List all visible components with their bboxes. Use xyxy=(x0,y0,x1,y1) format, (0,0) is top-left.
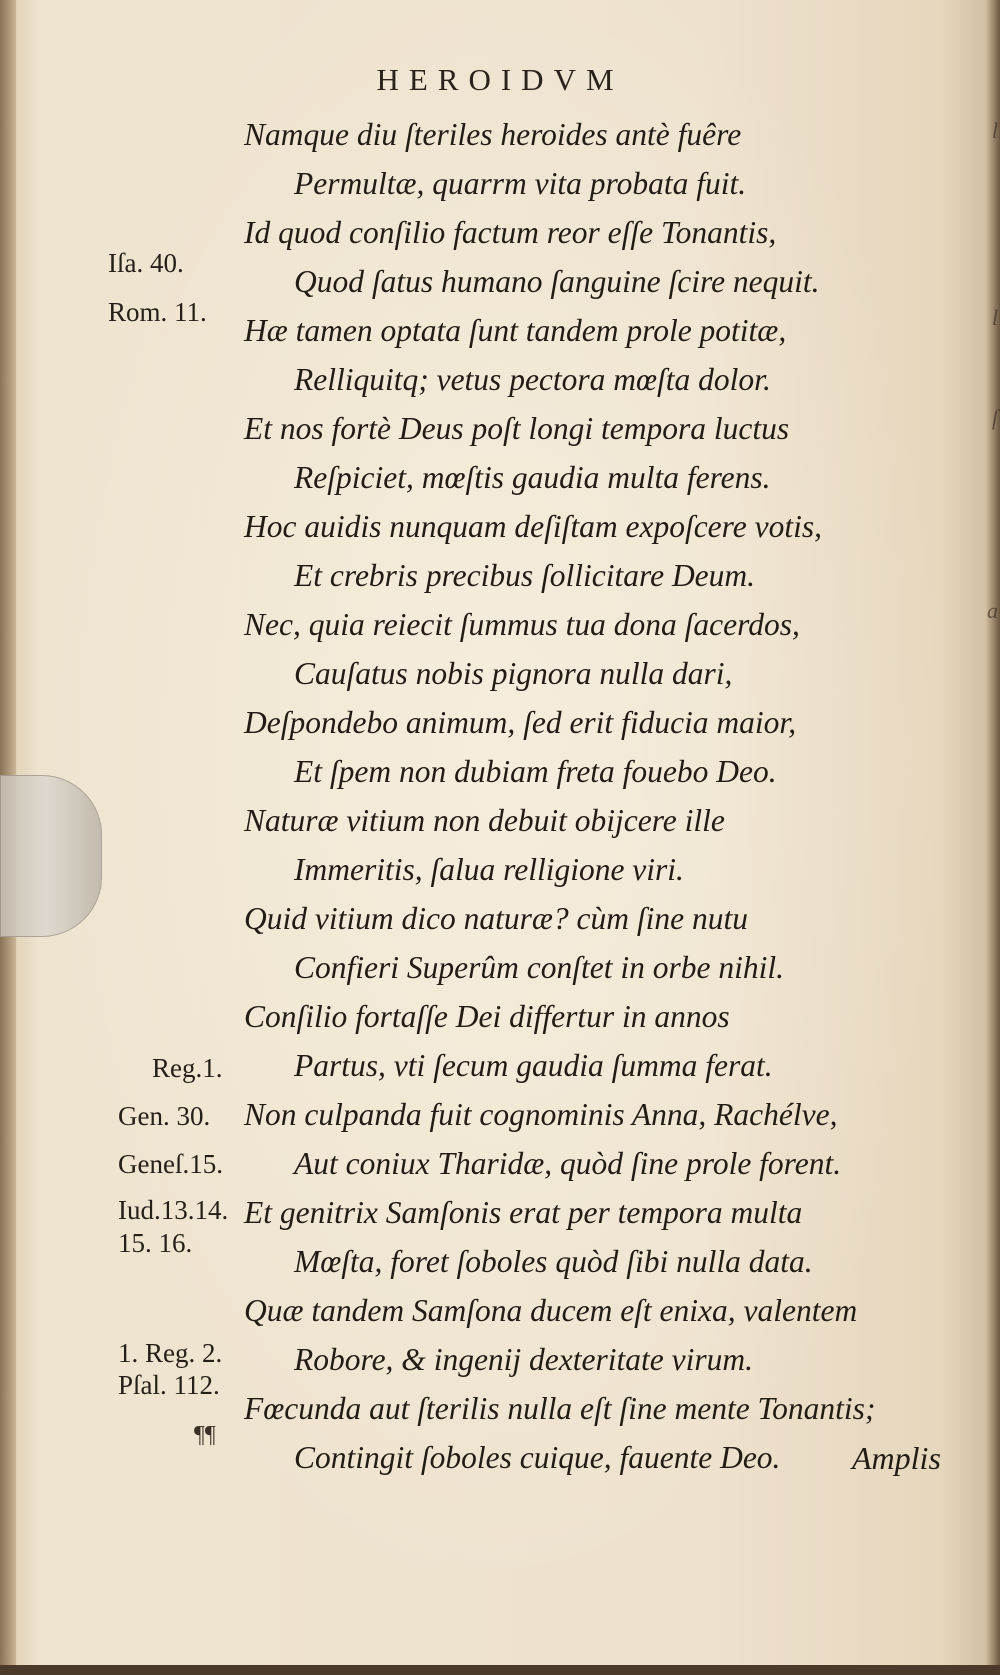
bleed-through-letter: l xyxy=(991,305,998,330)
verse-line: Relliquitq; vetus pectora mœſta dolor. xyxy=(294,362,771,397)
margin-note: Reg.1. xyxy=(152,1053,223,1083)
verse-line: Permultæ, quarrm vita probata fuit. xyxy=(294,166,747,201)
verse-line: Hæ tamen optata ſunt tandem prole potitæ, xyxy=(244,313,787,348)
verse-line: Quæ tandem Samſona ducem eſt enixa, valentem xyxy=(244,1293,858,1328)
verse-line: Quod ſatus humano ſanguine ſcire nequit. xyxy=(294,264,820,299)
verse-line: Id quod conſilio factum reor eſſe Tonantis, xyxy=(244,215,777,250)
verse-line: Hoc auidis nunquam deſiſtam expoſcere votis, xyxy=(244,509,822,544)
bleed-through-letter: l xyxy=(991,118,998,143)
verse-line: Non culpanda fuit cognominis Anna, Rachélve, xyxy=(244,1097,838,1132)
verse-line: Et ſpem non dubiam freta fouebo Deo. xyxy=(294,754,777,789)
page-bottom-edge xyxy=(0,1665,1000,1675)
margin-note: 15. 16. xyxy=(118,1228,193,1258)
margin-note: 1. Reg. 2. xyxy=(118,1338,223,1368)
running-head: HEROIDVM xyxy=(376,62,624,97)
verse-line: Nec, quia reiecit ſummus tua dona ſacerdos, xyxy=(244,607,800,642)
margin-note: Gen. 30. xyxy=(118,1101,211,1131)
verse-line: Cauſatus nobis pignora nulla dari, xyxy=(294,656,733,691)
bleed-through-letter: a xyxy=(987,598,998,623)
verse-line: Aut coniux Tharidæ, quòd ſine prole forent. xyxy=(294,1146,842,1181)
verse-line: Immeritis, ſalua relligione viri. xyxy=(294,852,684,887)
margin-note: Iud.13.14. xyxy=(118,1195,229,1225)
verse-line: Contingit ſoboles cuique, fauente Deo. xyxy=(294,1440,781,1475)
printer-mark: ¶¶ xyxy=(194,1422,216,1448)
book-spine-edge xyxy=(986,0,1000,1675)
verse-line: Robore, & ingenij dexteritate virum. xyxy=(294,1342,753,1377)
margin-note: Iſa. 40. xyxy=(108,248,184,278)
catchword: Amplis xyxy=(852,1440,941,1476)
bleed-through-letter: ſ xyxy=(991,405,998,430)
verse-line: Quid vitium dico naturæ? cùm ſine nutu xyxy=(244,901,748,936)
verse-line: Reſpiciet, mœſtis gaudia multa ferens. xyxy=(294,460,771,495)
margin-note: Pſal. 112. xyxy=(118,1370,220,1400)
margin-note: Geneſ.15. xyxy=(118,1149,223,1179)
verse-line: Deſpondebo animum, ſed erit fiducia maior, xyxy=(244,705,797,740)
verse-line: Naturæ vitium non debuit obijcere ille xyxy=(244,803,725,838)
verse-line: Et nos fortè Deus poſt longi tempora luctus xyxy=(244,411,790,446)
verse-line: Et genitrix Samſonis erat per tempora multa xyxy=(244,1195,803,1230)
margin-note: Rom. 11. xyxy=(108,297,207,327)
verse-line: Namque diu ſteriles heroides antè fuêre xyxy=(244,117,742,152)
verse-line: Fœcunda aut ſterilis nulla eſt ſine mente Tonantis; xyxy=(244,1391,876,1426)
verse-line: Et crebris precibus ſollicitare Deum. xyxy=(294,558,756,593)
verse-block xyxy=(244,110,974,1482)
verse-line: Mœſta, foret ſoboles quòd ſibi nulla data. xyxy=(294,1244,813,1279)
verse-line: Conſilio fortaſſe Dei differtur in annos xyxy=(244,999,730,1034)
verse-line: Partus, vti ſecum gaudia ſumma ferat. xyxy=(294,1048,773,1083)
verse-line: Confieri Superûm conſtet in orbe nihil. xyxy=(294,950,784,985)
margin-notes xyxy=(0,0,244,1675)
